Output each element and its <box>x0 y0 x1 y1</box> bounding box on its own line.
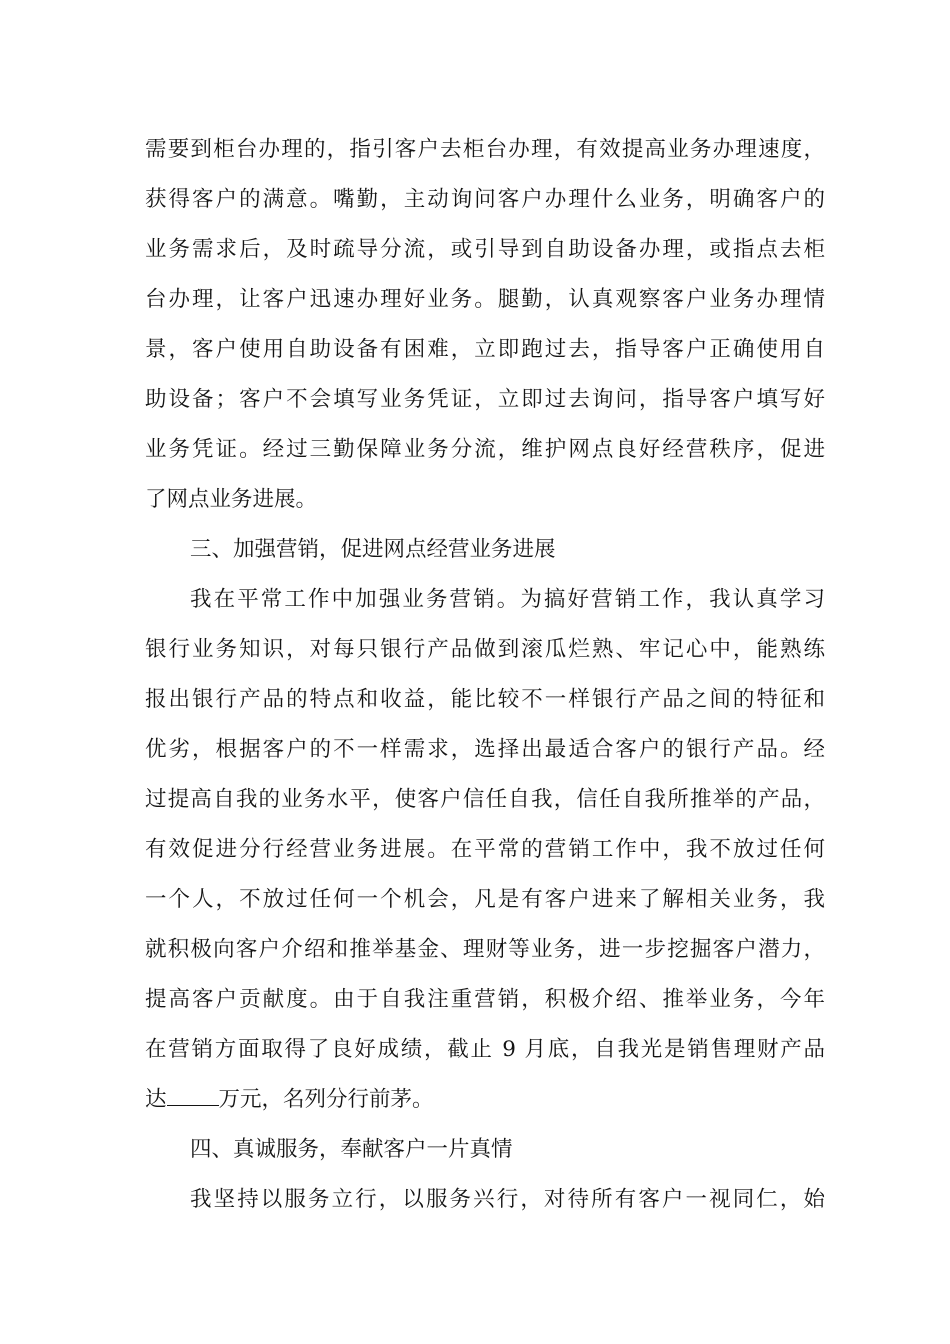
paragraph-line: 业务凭证。经过三勤保障业务分流，维护网点良好经营秩序，促进 <box>145 437 825 462</box>
paragraph-line: 提高客户贡献度。由于自我注重营销，积极介绍、推举业务，今年 <box>145 987 825 1012</box>
section-heading: 三、加强营销，促进网点经营业务进展 <box>190 537 556 562</box>
line-text-start: 达 <box>145 1087 167 1112</box>
paragraph-line: 获得客户的满意。嘴勤，主动询问客户办理什么业务，明确客户的 <box>145 187 825 212</box>
paragraph-line: 我坚持以服务立行，以服务兴行，对待所有客户一视同仁，始 <box>190 1187 825 1212</box>
paragraph-line: 需要到柜台办理的，指引客户去柜台办理，有效提高业务办理速度， <box>145 137 825 162</box>
paragraph-line: 我在平常工作中加强业务营销。为搞好营销工作，我认真学习 <box>190 587 825 612</box>
paragraph-line: 过提高自我的业务水平，使客户信任自我，信任自我所推举的产品， <box>145 787 825 812</box>
paragraph-line: 报出银行产品的特点和收益，能比较不一样银行产品之间的特征和 <box>145 687 825 712</box>
paragraph-line: 一个人，不放过任何一个机会，凡是有客户进来了解相关业务，我 <box>145 887 825 912</box>
paragraph-line: 景，客户使用自助设备有困难，立即跑过去，指导客户正确使用自 <box>145 337 825 362</box>
paragraph-line: 有效促进分行经营业务进展。在平常的营销工作中，我不放过任何 <box>145 837 825 862</box>
paragraph-line <box>145 1080 825 1120</box>
paragraph-line: 了网点业务进展。 <box>145 487 318 512</box>
paragraph-line: 在营销方面取得了良好成绩，截止 9 月底，自我光是销售理财产品 <box>145 1037 825 1062</box>
paragraph-line: 助设备；客户不会填写业务凭证，立即过去询问，指导客户填写好 <box>145 387 825 412</box>
paragraph-line: 台办理，让客户迅速办理好业务。腿勤，认真观察客户业务办理情 <box>145 287 825 312</box>
fill-in-blank <box>167 1083 219 1106</box>
line-text-end: 万元，名列分行前茅。 <box>218 1087 434 1112</box>
paragraph-line: 优劣，根据客户的不一样需求，选择出最适合客户的银行产品。经 <box>145 737 825 762</box>
paragraph-line: 就积极向客户介绍和推举基金、理财等业务，进一步挖掘客户潜力， <box>145 937 825 962</box>
section-heading: 四、真诚服务，奉献客户一片真情 <box>190 1137 513 1162</box>
paragraph-line: 业务需求后，及时疏导分流，或引导到自助设备办理，或指点去柜 <box>145 237 825 262</box>
paragraph-line: 银行业务知识，对每只银行产品做到滚瓜烂熟、牢记心中，能熟练 <box>145 637 825 662</box>
